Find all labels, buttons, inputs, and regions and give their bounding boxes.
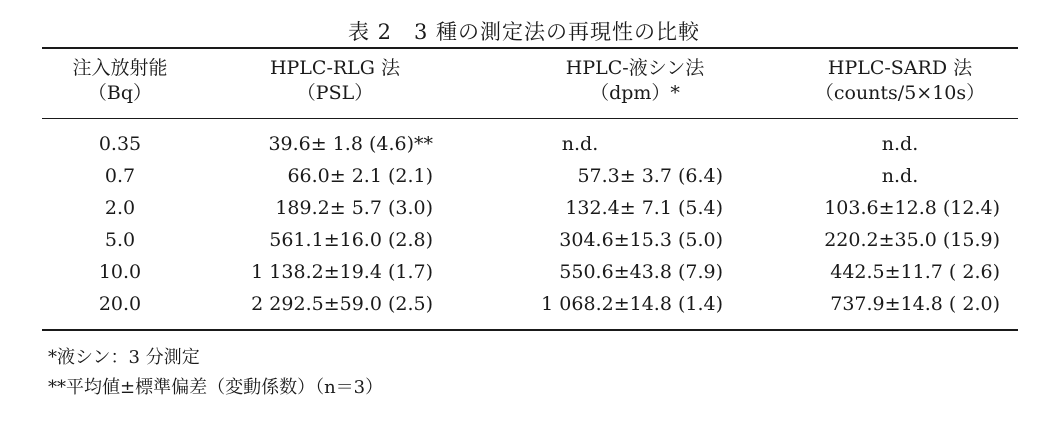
cell-sard: n.d. (881, 165, 919, 187)
cell-rlg: 39.6± 1.8 (4.6)** (268, 133, 433, 155)
header-lsc-line1: HPLC-液シン法 (565, 57, 705, 79)
header-sard (790, 56, 1010, 106)
footnote-lsc: *液シン：3 分測定 (48, 347, 200, 368)
cell-sard: 737.9±14.8 ( 2.0) (830, 293, 1000, 315)
header-activity-line2: （Bq） (87, 82, 153, 104)
cell-lsc: 550.6±43.8 (7.9) (559, 261, 723, 283)
cell-lsc: 304.6±15.3 (5.0) (559, 229, 723, 251)
cell-activity: 0.35 (98, 133, 142, 155)
cell-activity: 5.0 (104, 229, 136, 251)
header-activity-line1: 注入放射能 (72, 57, 168, 79)
cell-rlg: 1 138.2±19.4 (1.7) (251, 261, 433, 283)
cell-lsc: 132.4± 7.1 (5.4) (565, 197, 723, 219)
header-lsc-line2: （dpm）* (590, 82, 680, 104)
cell-sard: 103.6±12.8 (12.4) (824, 197, 1000, 219)
table-row (0, 160, 1048, 192)
cell-rlg: 2 292.5±59.0 (2.5) (251, 293, 433, 315)
cell-lsc: 57.3± 3.7 (6.4) (577, 165, 723, 187)
header-rlg-line2: （PSL） (296, 82, 374, 104)
table-row (0, 256, 1048, 288)
cell-rlg: 66.0± 2.1 (2.1) (287, 165, 433, 187)
header-rlg (235, 56, 435, 106)
cell-lsc: n.d. (561, 133, 599, 155)
cell-rlg: 189.2± 5.7 (3.0) (275, 197, 433, 219)
table-row (0, 288, 1048, 320)
top-rule (42, 47, 1018, 49)
cell-lsc: 1 068.2±14.8 (1.4) (541, 293, 723, 315)
cell-activity: 10.0 (98, 261, 142, 283)
header-activity (40, 56, 200, 106)
header-sard-line2: （counts/5×10s） (814, 82, 986, 104)
table-row (0, 224, 1048, 256)
header-lsc (535, 56, 735, 106)
table-row (0, 128, 1048, 160)
cell-activity: 0.7 (104, 165, 136, 187)
header-sard-line1: HPLC-SARD 法 (827, 57, 973, 79)
header-rlg-line1: HPLC-RLG 法 (269, 57, 401, 79)
header-rule (42, 118, 1018, 119)
table-row (0, 192, 1048, 224)
footnote-stats: **平均値±標準偏差（変動係数）（n＝3） (48, 377, 384, 398)
cell-sard: 220.2±35.0 (15.9) (824, 229, 1000, 251)
cell-sard: n.d. (881, 133, 919, 155)
cell-activity: 2.0 (104, 197, 136, 219)
table-caption: 表 2 3 種の測定法の再現性の比較 (347, 20, 701, 44)
cell-activity: 20.0 (98, 293, 142, 315)
cell-rlg: 561.1±16.0 (2.8) (269, 229, 433, 251)
bottom-rule (42, 329, 1018, 331)
cell-sard: 442.5±11.7 ( 2.6) (830, 261, 1000, 283)
